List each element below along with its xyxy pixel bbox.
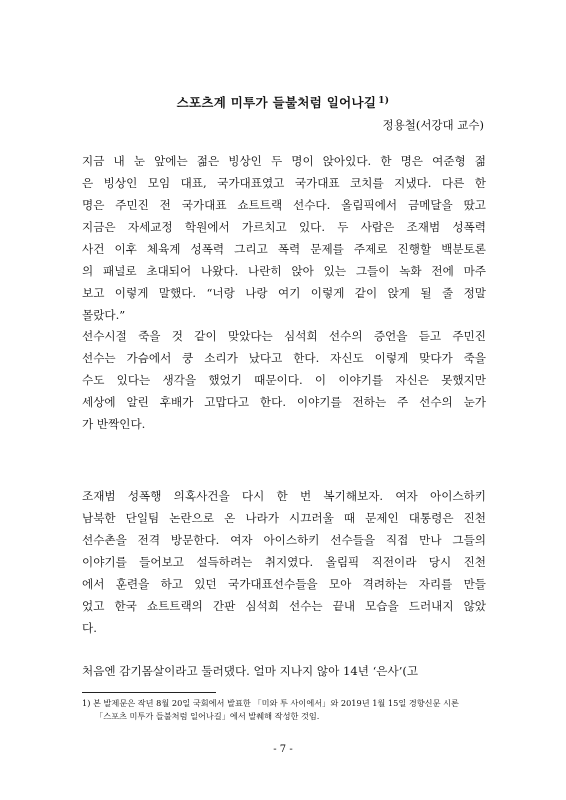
paragraph-line: 에서 훈련을 하고 있던 국가대표선수들을 모아 격려하는 자리를 만들 [82,577,486,591]
paragraph-line: 이야기를 들어보고 설득하려는 취지였다. 올림픽 직전이라 당시 진천 [82,555,486,569]
paragraph-3 [82,485,486,639]
paragraph-line: 남북한 단일팀 논란으로 온 나라가 시끄러울 때 문제인 대통령은 진천 [82,511,486,525]
paragraph-line: 선수는 가슴에서 쿵 소리가 났다고 한다. 자신도 이렇게 맞다가 죽을 [82,351,486,365]
footnote [82,697,486,723]
paragraph-line: 선수시절 죽을 것 같이 맞았다는 심석희 선수의 증언을 듣고 주민진 [82,329,486,343]
paragraph-line: 가 반짝인다. [82,417,146,431]
paragraph-2 [82,325,486,435]
paragraph-line: 의 패널로 초대되어 나왔다. 나란히 앉아 있는 그들이 녹화 전에 마주 [82,264,486,278]
paragraph-line: 명은 주민진 전 국가대표 쇼트트랙 선수다. 올림픽에서 금메달을 땄고 [82,198,486,212]
paragraph-line: 사건 이후 체육계 성폭력 그리고 폭력 문제를 주제로 진행할 백분토론 [82,242,486,256]
paragraph-line: 처음엔 감기몸살이라고 둘러댔다. 얼마 지나지 않아 14년 ‘은사’(고 [82,664,419,678]
paragraph-line: 세상에 알린 후배가 고맙다고 한다. 이야기를 전하는 주 선수의 눈가 [82,395,486,409]
author-line: 정용철(서강대 교수) [382,118,484,132]
paragraph-line: 보고 이렇게 말했다. “너랑 나랑 여기 이렇게 같이 앉게 될 줄 정말 [82,286,486,300]
footnote-line: 1) 본 발제문은 작년 8월 20일 국회에서 발표한 「미와 투 사이에서」와 2019년 1월 15일 경향신문 시론 [82,698,459,708]
paragraph-4 [82,660,486,682]
paragraph-line: 몰랐다.” [82,308,126,322]
paragraph-1 [82,150,486,326]
paragraph-line: 지금 내 눈 앞에는 젊은 빙상인 두 명이 앉아있다. 한 명은 여준형 젊 [82,154,486,168]
document-title [0,93,566,111]
title-footnote-marker: 1) [378,96,390,106]
paragraph-line: 조재범 성폭행 의혹사건을 다시 한 번 복기해보자. 여자 아이스하키 [82,489,486,503]
title-text: 스포츠계 미투가 들불처럼 일어나길 [176,95,377,110]
page-number: - 7 - [273,744,293,755]
footnote-rule [82,692,216,693]
paragraph-line: 수도 있다는 생각을 했었기 때문이다. 이 이야기를 자신은 못했지만 [82,373,486,387]
footnote-line: 「스포츠 미투가 들불처럼 일어나길」에서 발췌해 작성한 것임. [95,711,320,721]
paragraph-line: 지금은 자세교정 학원에서 가르치고 있다. 두 사람은 조재범 성폭력 [82,220,486,234]
paragraph-line: 선수촌을 전격 방문한다. 여자 아이스하키 선수들을 직접 만나 그들의 [82,533,486,547]
paragraph-line: 은 빙상인 모임 대표, 국가대표였고 국가대표 코치를 지냈다. 다른 한 [82,176,486,190]
paragraph-line: 다. [82,621,97,635]
paragraph-line: 었고 한국 쇼트트랙의 간판 심석희 선수는 끝내 모습을 드러내지 않았 [82,599,486,613]
